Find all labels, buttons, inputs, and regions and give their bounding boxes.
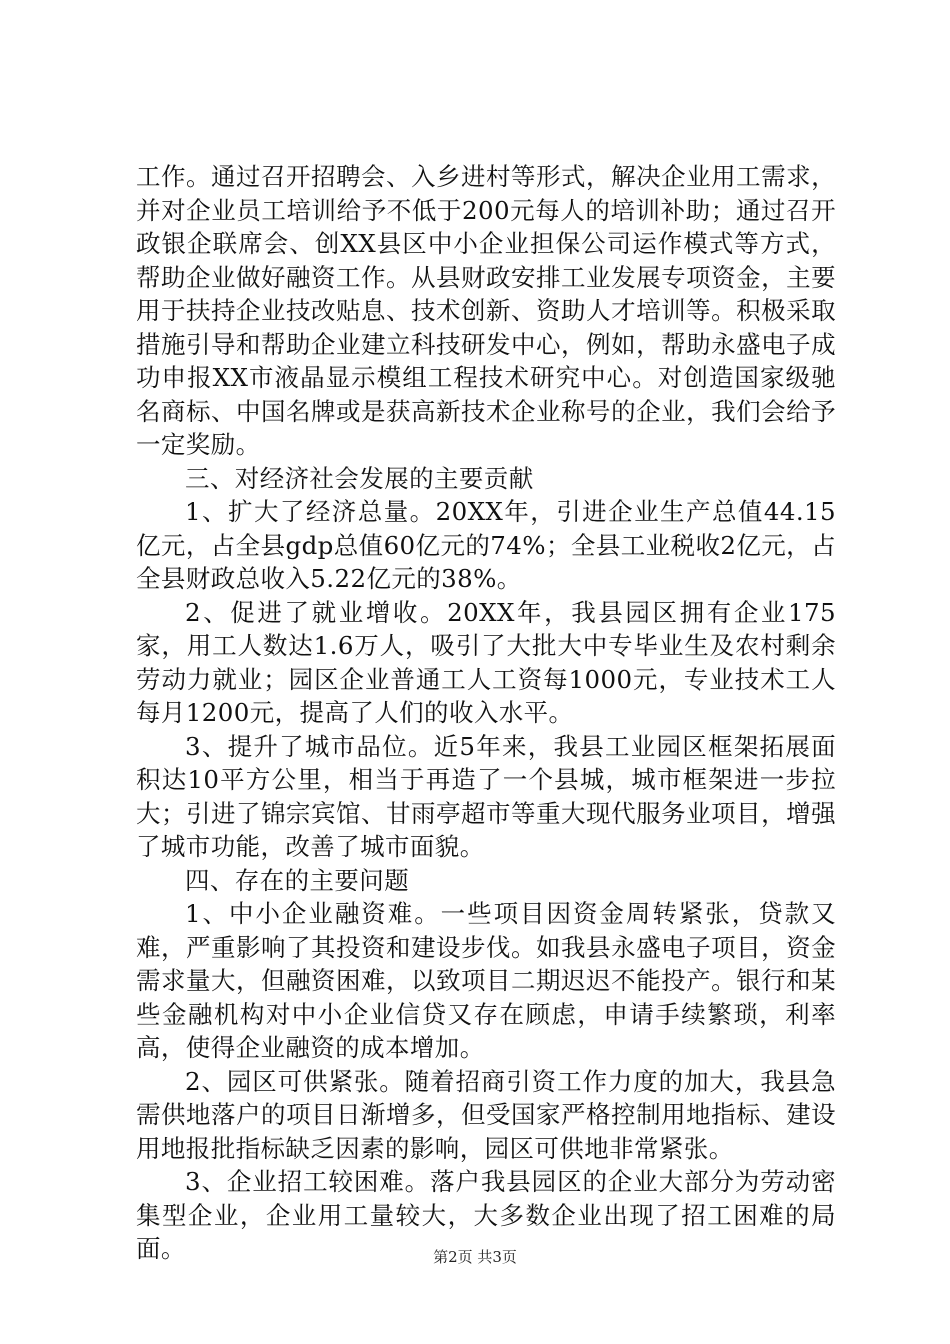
document-body bbox=[136, 160, 836, 1266]
page-number-footer: 第2页 共3页 bbox=[433, 1248, 517, 1266]
body-paragraph: 1、扩大了经济总量。20XX年，引进企业生产总值44.15亿元，占全县gdp总值60亿元的74%；全县工业税收2亿元，占全县财政总收入5.22亿元的38%。 bbox=[136, 497, 836, 593]
body-paragraph: 3、企业招工较困难。落户我县园区的企业大部分为劳动密集型企业，企业用工量较大，大多数企业出现了招工困难的局面。 bbox=[136, 1167, 836, 1263]
section-heading: 三、对经济社会发展的主要贡献 bbox=[185, 463, 534, 493]
body-paragraph: 工作。通过召开招聘会、入乡进村等形式，解决企业用工需求，并对企业员工培训给予不低于200元每人的培训补助；通过召开政银企联席会、创XX县区中小企业担保公司运作模式等方式，帮助企业做好融资工作。从县财政安排工业发展专项资金，主要用于扶持企业技改贴息、技术创新、资助人才培训等。积极采取措施引导和帮助企业建立科技研发中心，例如，帮助永盛电子成功申报XX市液晶显示模组工程技术研究中心。对创造国家级驰名商标、中国名牌或是获高新技术企业称号的企业，我们会给予一定奖励。 bbox=[136, 162, 836, 459]
body-paragraph: 3、提升了城市品位。近5年来，我县工业园区框架拓展面积达10平方公里，相当于再造了一个县城，城市框架进一步拉大；引进了锦宗宾馆、甘雨亭超市等重大现代服务业项目，增强了城市功能，改善了城市面貌。 bbox=[136, 731, 836, 861]
body-paragraph: 1、中小企业融资难。一些项目因资金周转紧张，贷款又难，严重影响了其投资和建设步伐。如我县永盛电子项目，资金需求量大，但融资困难，以致项目二期迟迟不能投产。银行和某些金融机构对中小企业信贷又存在顾虑，申请手续繁琐，利率高，使得企业融资的成本增加。 bbox=[136, 899, 836, 1062]
body-paragraph: 2、园区可供紧张。随着招商引资工作力度的加大，我县急需供地落户的项目日渐增多，但受国家严格控制用地指标、建设用地报批指标缺乏因素的影响，园区可供地非常紧张。 bbox=[136, 1066, 836, 1163]
section-heading: 四、存在的主要问题 bbox=[185, 865, 410, 895]
body-paragraph: 2、促进了就业增收。20XX年，我县园区拥有企业175家，用工人数达1.6万人，吸引了大批大中专毕业生及农村剩余劳动力就业；园区企业普通工人工资每1000元，专业技术工人每月1200元，提高了人们的收入水平。 bbox=[136, 597, 836, 727]
